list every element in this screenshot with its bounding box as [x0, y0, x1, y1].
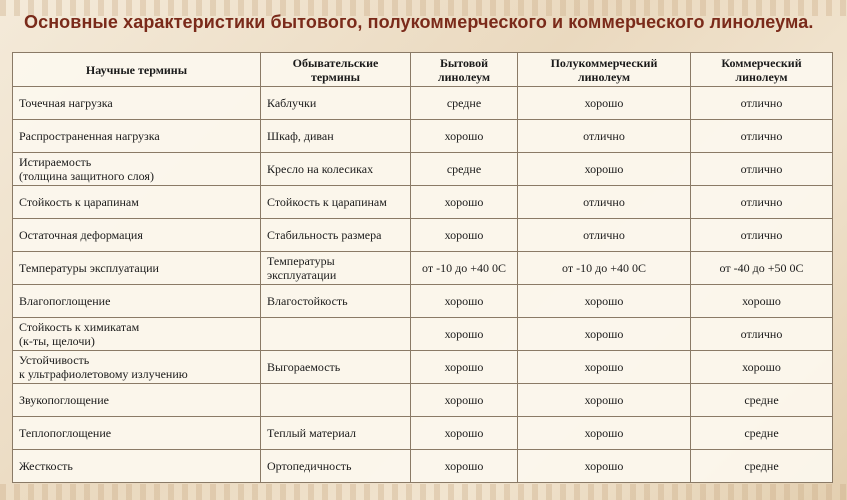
table-cell: отлично [518, 219, 691, 252]
table-cell: средне [691, 417, 833, 450]
table-cell: хорошо [691, 351, 833, 384]
table-cell: Стойкость к царапинам [261, 186, 411, 219]
table-cell: хорошо [518, 417, 691, 450]
table-cell: Звукопоглощение [13, 384, 261, 417]
table-cell: Жесткость [13, 450, 261, 483]
table-cell: хорошо [411, 417, 518, 450]
table-cell [261, 318, 411, 351]
table-cell: отлично [691, 120, 833, 153]
table-cell: Влагостойкость [261, 285, 411, 318]
table-cell: Теплый материал [261, 417, 411, 450]
table-cell: от -10 до +40 0С [411, 252, 518, 285]
table-cell: Точечная нагрузка [13, 87, 261, 120]
table-cell: Стойкость к царапинам [13, 186, 261, 219]
table-cell: от -40 до +50 0С [691, 252, 833, 285]
table-cell: хорошо [518, 153, 691, 186]
table-cell: Выгораемость [261, 351, 411, 384]
column-header: Бытовой линолеум [411, 53, 518, 87]
table-cell: средне [411, 87, 518, 120]
table-cell: Температуры эксплуатации [13, 252, 261, 285]
table-cell: хорошо [411, 351, 518, 384]
table-cell [261, 384, 411, 417]
column-header: Полукоммерческий линолеум [518, 53, 691, 87]
table-cell: хорошо [518, 384, 691, 417]
table-cell: Температуры эксплуатации [261, 252, 411, 285]
background-pattern [0, 484, 847, 500]
table-cell: средне [691, 450, 833, 483]
table-cell: Стойкость к химикатам (к-ты, щелочи) [13, 318, 261, 351]
table-cell: хорошо [518, 87, 691, 120]
table-cell: хорошо [411, 318, 518, 351]
table-cell: Ортопедичность [261, 450, 411, 483]
table-cell: хорошо [518, 285, 691, 318]
table-cell: Остаточная деформация [13, 219, 261, 252]
table-row [13, 219, 833, 252]
table-cell: Устойчивость к ультрафиолетовому излучению [13, 351, 261, 384]
table-cell: отлично [518, 186, 691, 219]
table-row [13, 153, 833, 186]
table-cell: отлично [691, 186, 833, 219]
table-row [13, 318, 833, 351]
table-cell: Каблучки [261, 87, 411, 120]
table-row [13, 351, 833, 384]
table-row [13, 120, 833, 153]
table-body [13, 87, 833, 483]
table-row [13, 252, 833, 285]
column-header: Обывательские термины [261, 53, 411, 87]
table-cell: Кресло на колесиках [261, 153, 411, 186]
table-cell: хорошо [411, 120, 518, 153]
table-cell: хорошо [691, 285, 833, 318]
table-cell: отлично [691, 318, 833, 351]
table-cell: отлично [518, 120, 691, 153]
table-row [13, 417, 833, 450]
table-cell: Распространенная нагрузка [13, 120, 261, 153]
table-cell: Истираемость (толщина защитного слоя) [13, 153, 261, 186]
table-cell: Стабильность размера [261, 219, 411, 252]
characteristics-table [12, 52, 833, 483]
table-cell: хорошо [411, 384, 518, 417]
table-header-row [13, 53, 833, 87]
table-cell: отлично [691, 87, 833, 120]
table-row [13, 285, 833, 318]
table-cell: от -10 до +40 0С [518, 252, 691, 285]
table-cell: хорошо [411, 219, 518, 252]
table-cell: отлично [691, 153, 833, 186]
page-title: Основные характеристики бытового, полукоммерческого и коммерческого линолеума. [24, 12, 814, 32]
table-cell: Шкаф, диван [261, 120, 411, 153]
table-cell: хорошо [518, 351, 691, 384]
table-cell: отлично [691, 219, 833, 252]
table-cell: хорошо [411, 285, 518, 318]
table-cell: хорошо [411, 186, 518, 219]
column-header: Коммерческий линолеум [691, 53, 833, 87]
table-cell: средне [411, 153, 518, 186]
table-row [13, 384, 833, 417]
table-cell: средне [691, 384, 833, 417]
table-row [13, 87, 833, 120]
table-row [13, 186, 833, 219]
table-row [13, 450, 833, 483]
table-cell: хорошо [411, 450, 518, 483]
column-header: Научные термины [13, 53, 261, 87]
table-cell: Влагопоглощение [13, 285, 261, 318]
table-cell: хорошо [518, 318, 691, 351]
table-cell: Теплопоглощение [13, 417, 261, 450]
table-cell: хорошо [518, 450, 691, 483]
